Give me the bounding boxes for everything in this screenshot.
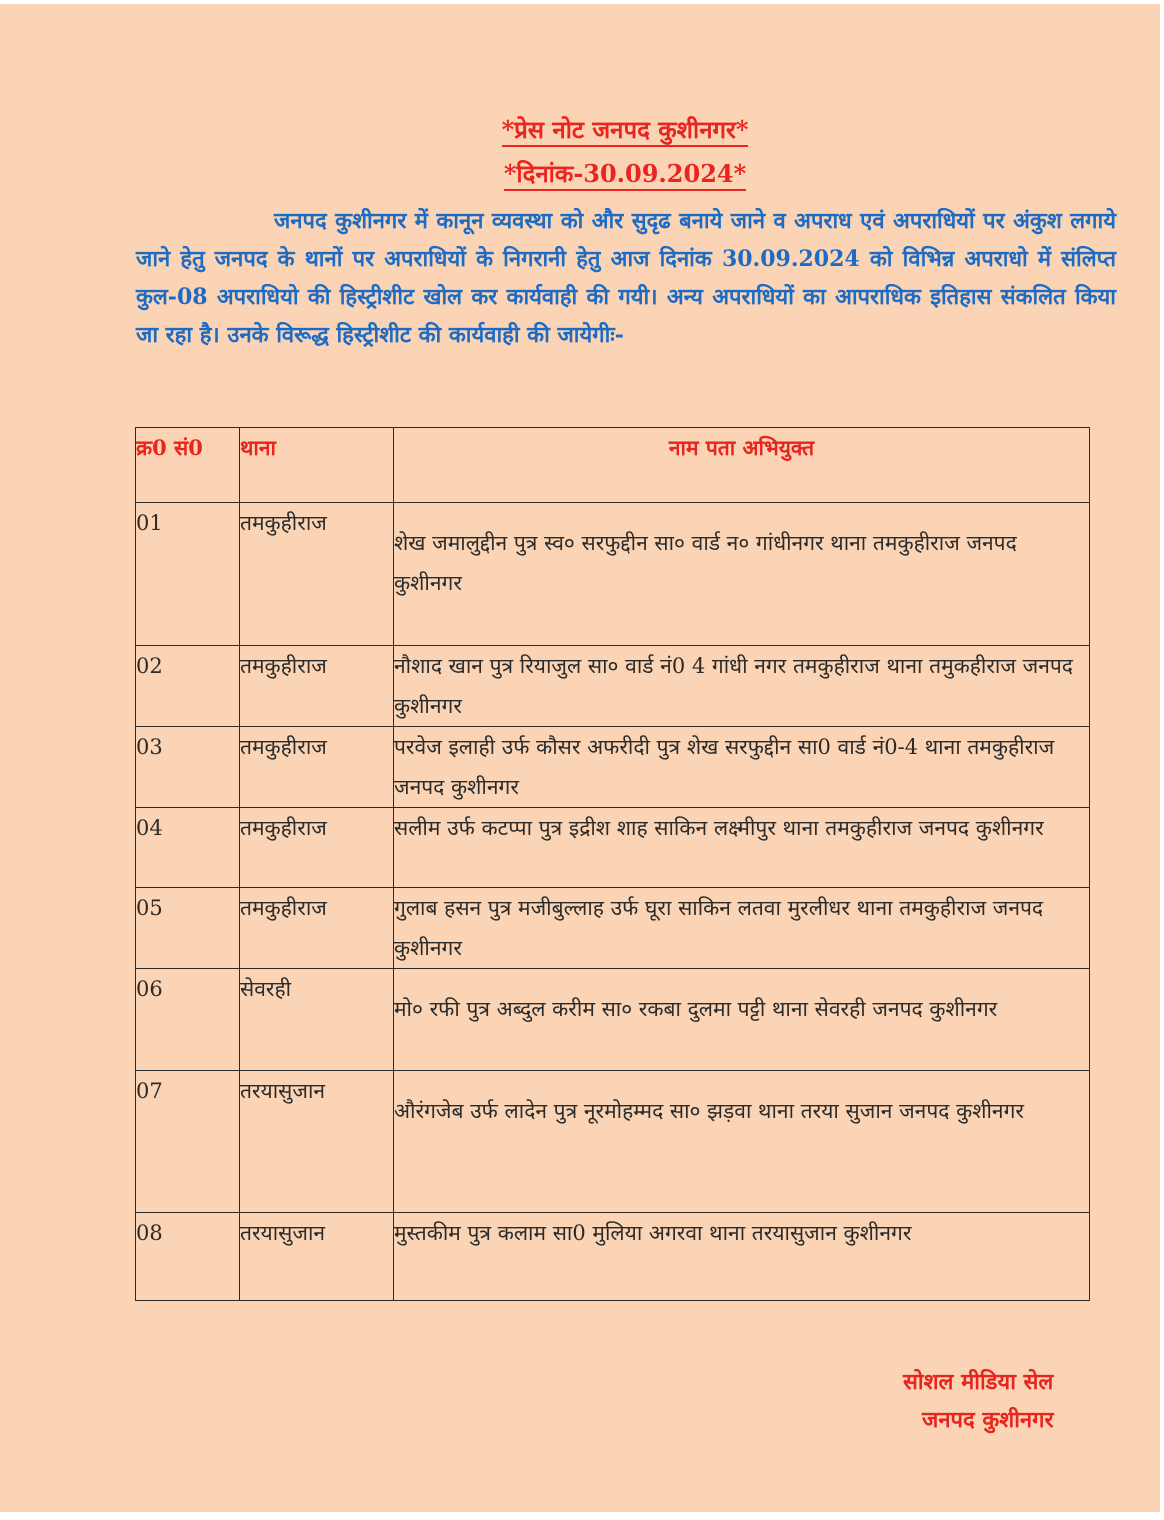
table-row	[136, 1071, 1090, 1213]
row-serial: 08	[136, 1213, 240, 1301]
row-thana: तमकुहीराज	[240, 808, 394, 888]
row-serial: 01	[136, 503, 240, 646]
row-thana: तरयासुजान	[240, 1071, 394, 1213]
row-serial: 02	[136, 646, 240, 727]
row-accused: शेख जमालुद्दीन पुत्र स्व० सरफुद्दीन सा० वार्ड न० गांधीनगर थाना तमकुहीराज जनपद कुशीनगर	[394, 503, 1090, 646]
row-thana: तमकुहीराज	[240, 503, 394, 646]
header-thana: थाना	[240, 428, 394, 503]
table-row	[136, 1213, 1090, 1301]
table-row	[136, 646, 1090, 727]
row-accused: नौशाद खान पुत्र रियाजुल सा० वार्ड नं0 4 गांधी नगर तमकुहीराज थाना तमुकहीराज जनपद कुशीनगर	[394, 646, 1090, 727]
row-accused: गुलाब हसन पुत्र मजीबुल्लाह उर्फ घूरा साकिन लतवा मुरलीधर थाना तमकुहीराज जनपद कुशीनगर	[394, 888, 1090, 969]
row-serial: 07	[136, 1071, 240, 1213]
press-note-date-text: *दिनांक-30.09.2024*	[504, 159, 746, 191]
row-serial: 04	[136, 808, 240, 888]
row-accused: सलीम उर्फ कटप्पा पुत्र इद्रीश शाह साकिन लक्ष्मीपुर थाना तमकुहीराज जनपद कुशीनगर	[394, 808, 1090, 888]
table-row	[136, 808, 1090, 888]
row-thana: तमकुहीराज	[240, 727, 394, 808]
row-thana: तमकुहीराज	[240, 888, 394, 969]
table-row	[136, 503, 1090, 646]
table-header-row	[136, 428, 1090, 503]
footer-district: जनपद कुशीनगर	[922, 1407, 1054, 1433]
row-serial: 03	[136, 727, 240, 808]
header-accused-name-address: नाम पता अभियुक्त	[394, 428, 1090, 503]
row-thana: तमकुहीराज	[240, 646, 394, 727]
press-note-page	[0, 4, 1160, 1512]
row-serial: 06	[136, 969, 240, 1071]
table-row	[136, 888, 1090, 969]
press-note-title	[0, 114, 1164, 146]
header-serial-number: क्र0 सं0	[136, 428, 240, 503]
row-thana: सेवरही	[240, 969, 394, 1071]
accused-table	[135, 427, 1090, 1301]
row-accused: औरंगजेब उर्फ लादेन पुत्र नूरमोहम्मद सा० झड़वा थाना तरया सुजान जनपद कुशीनगर	[394, 1071, 1090, 1213]
table-row	[136, 727, 1090, 808]
row-thana: तरयासुजान	[240, 1213, 394, 1301]
intro-paragraph: जनपद कुशीनगर में कानून व्यवस्था को और सुदृढ बनाये जाने व अपराध एवं अपराधियों पर अंकुश लगाये जाने हेतु जनपद के थानों पर अपराधियों के निगरानी हेतु आज दिनांक 30.09.2024 को विभिन्न अपराधो में संलिप्त कुल-08 अपराधियो की हिस्ट्रीशीट खोल कर कार्यवाही की गयी। अन्य अपराधियों का आपराधिक इतिहास संकलित किया जा रहा है। उनके विरूद्ध हिस्ट्रीशीट की कार्यवाही की जायेगीः-	[136, 208, 1116, 348]
footer-social-media-cell: सोशल मीडिया सेल	[903, 1369, 1054, 1395]
press-note-title-text: *प्रेस नोट जनपद कुशीनगर*	[502, 115, 749, 147]
row-serial: 05	[136, 888, 240, 969]
row-accused: मुस्तकीम पुत्र कलाम सा0 मुलिया अगरवा थाना तरयासुजान कुशीनगर	[394, 1213, 1090, 1301]
press-note-date	[0, 158, 1164, 190]
table-row	[136, 969, 1090, 1071]
row-accused: मो० रफी पुत्र अब्दुल करीम सा० रकबा दुलमा पट्टी थाना सेवरही जनपद कुशीनगर	[394, 969, 1090, 1071]
row-accused: परवेज इलाही उर्फ कौसर अफरीदी पुत्र शेख सरफुद्दीन सा0 वार्ड नं0-4 थाना तमकुहीराज जनपद कुशीनगर	[394, 727, 1090, 808]
